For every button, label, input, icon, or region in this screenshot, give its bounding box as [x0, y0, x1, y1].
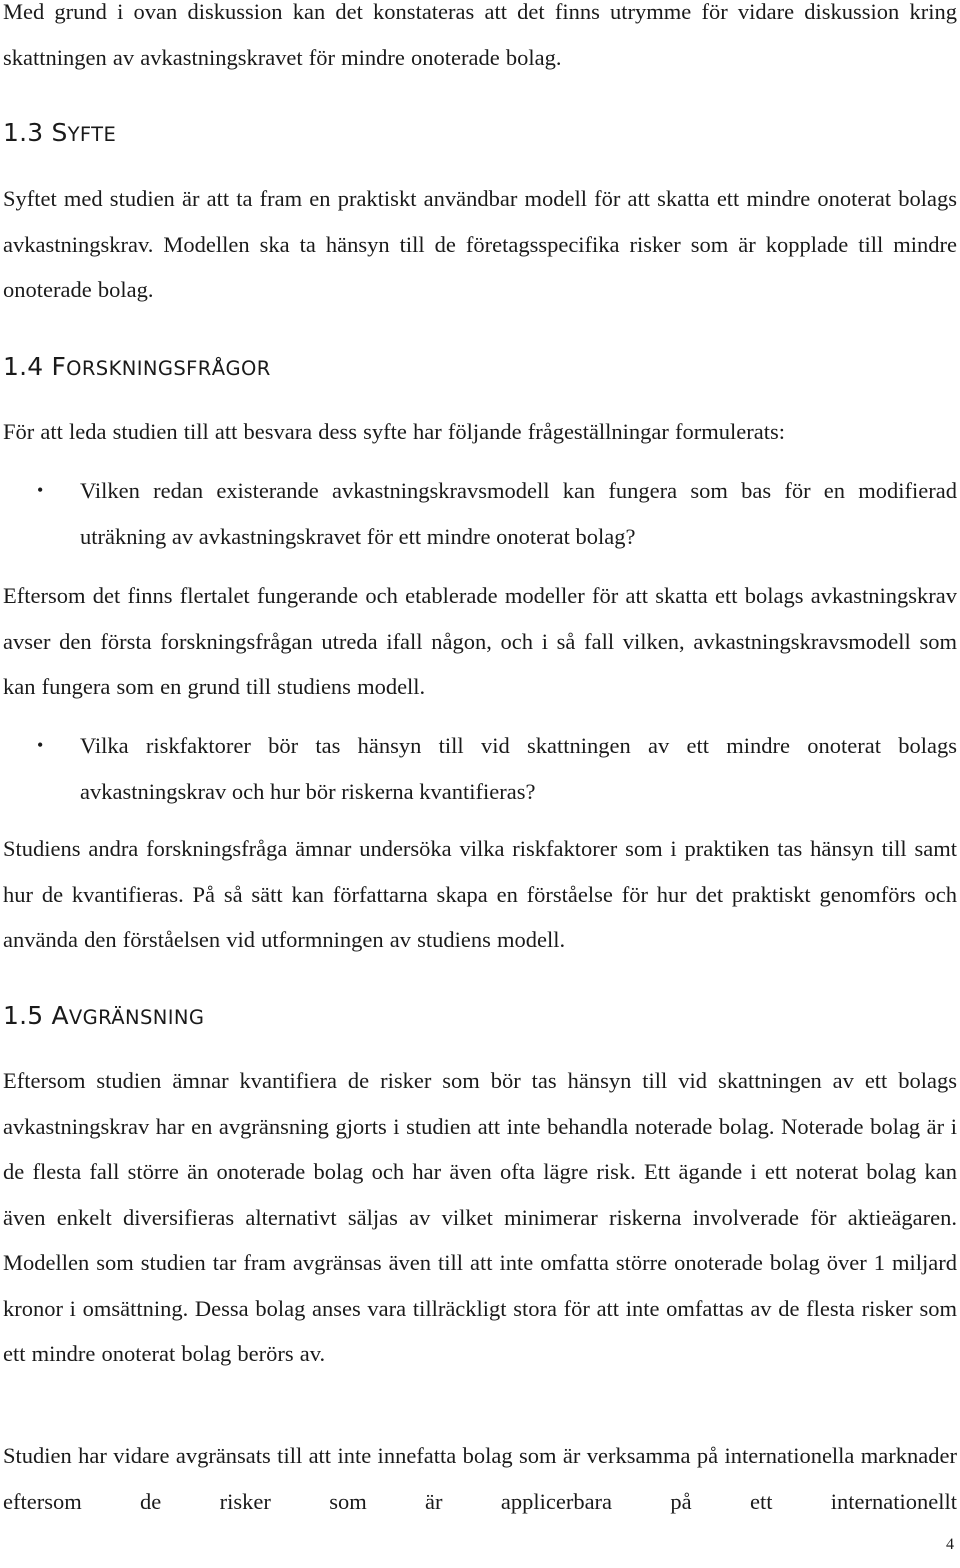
heading-number: 1.5 — [3, 1001, 44, 1030]
heading-number: 1.3 — [3, 118, 44, 147]
avgransning-paragraph-1: Eftersom studien ämnar kvantifiera de risker som bör tas hänsyn till vid skattningen av ett bolags avkastningskrav har en avgränsning gjorts i studien att inte behandla noterade bolag. Noterade bolag är i de flesta fall större än onoterade bolag och har även ofta lägre risk. Ett ägande i ett noterat bolag kan även enkelt diversifieras alternativt säljas av vilket minimerar riskerna involverade för aktieägaren. Modellen som studien tar fram avgränsas även till att inte omfatta större onoterade bolag över 1 miljard kronor i omsättning. Dessa bolag anses vara tillräckligt stora för att inte omfattas av de flesta risker som ett mindre onoterat bolag berörs av. — [3, 1068, 957, 1366]
intro-paragraph: Med grund i ovan diskussion kan det konstateras att det finns utrymme för vidare diskussion kring skattningen av avkastningskravet för mindre onoterade bolag. — [3, 0, 957, 70]
explanation-paragraph-2: Studiens andra forskningsfråga ämnar undersöka vilka riskfaktorer som i praktiken tas hänsyn till samt hur de kvantifieras. På så sätt kan författarna skapa en förståelse för hur det praktiskt genomförs och använda den förståelsen vid utformningen av studiens modell. — [3, 836, 957, 952]
bullet-icon: • — [37, 735, 44, 755]
bullet-icon: • — [37, 480, 44, 500]
question-list-2 — [0, 723, 957, 814]
heading-title: AVGRÄNSNING — [51, 1001, 205, 1030]
heading-number: 1.4 — [3, 352, 44, 381]
heading-forskningsfragor — [3, 347, 271, 389]
research-question-2: Vilka riskfaktorer bör tas hänsyn till vid skattningen av ett mindre onoterat bolags avkastningskrav och hur bör riskerna kvantifieras? — [80, 733, 957, 804]
forskningsfragor-intro: För att leda studien till att besvara dess syfte har följande frågeställningar formulerats: — [3, 419, 785, 444]
research-question-1: Vilken redan existerande avkastningskravsmodell kan fungera som bas för en modifierad uträkning av avkastningskravet för ett mindre onoterat bolag? — [80, 478, 957, 549]
heading-syfte — [3, 113, 116, 155]
avgransning-paragraph-2: Studien har vidare avgränsats till att inte innefatta bolag som är verksamma på internationella marknader eftersom de risker som är applicerbara på ett internationellt — [3, 1443, 957, 1514]
heading-title: FORSKNINGSFRÅGOR — [51, 352, 271, 381]
syfte-paragraph: Syftet med studien är att ta fram en praktiskt användbar modell för att skatta ett mindre onoterat bolags avkastningskrav. Modellen ska ta hänsyn till de företagsspecifika risker som är kopplade till mindre onoterade bolag. — [3, 186, 957, 302]
heading-avgransning — [3, 996, 204, 1038]
heading-title: SYFTE — [51, 118, 117, 147]
list-item — [0, 723, 957, 814]
page-number: 4 — [946, 1536, 954, 1553]
list-item — [0, 468, 957, 559]
question-list-1 — [0, 468, 957, 559]
explanation-paragraph-1: Eftersom det finns flertalet fungerande och etablerade modeller för att skatta ett bolags avkastningskrav avser den första forskningsfrågan utreda ifall någon, och i så fall vilken, avkastningskravsmodell som kan fungera som en grund till studiens modell. — [3, 583, 957, 699]
